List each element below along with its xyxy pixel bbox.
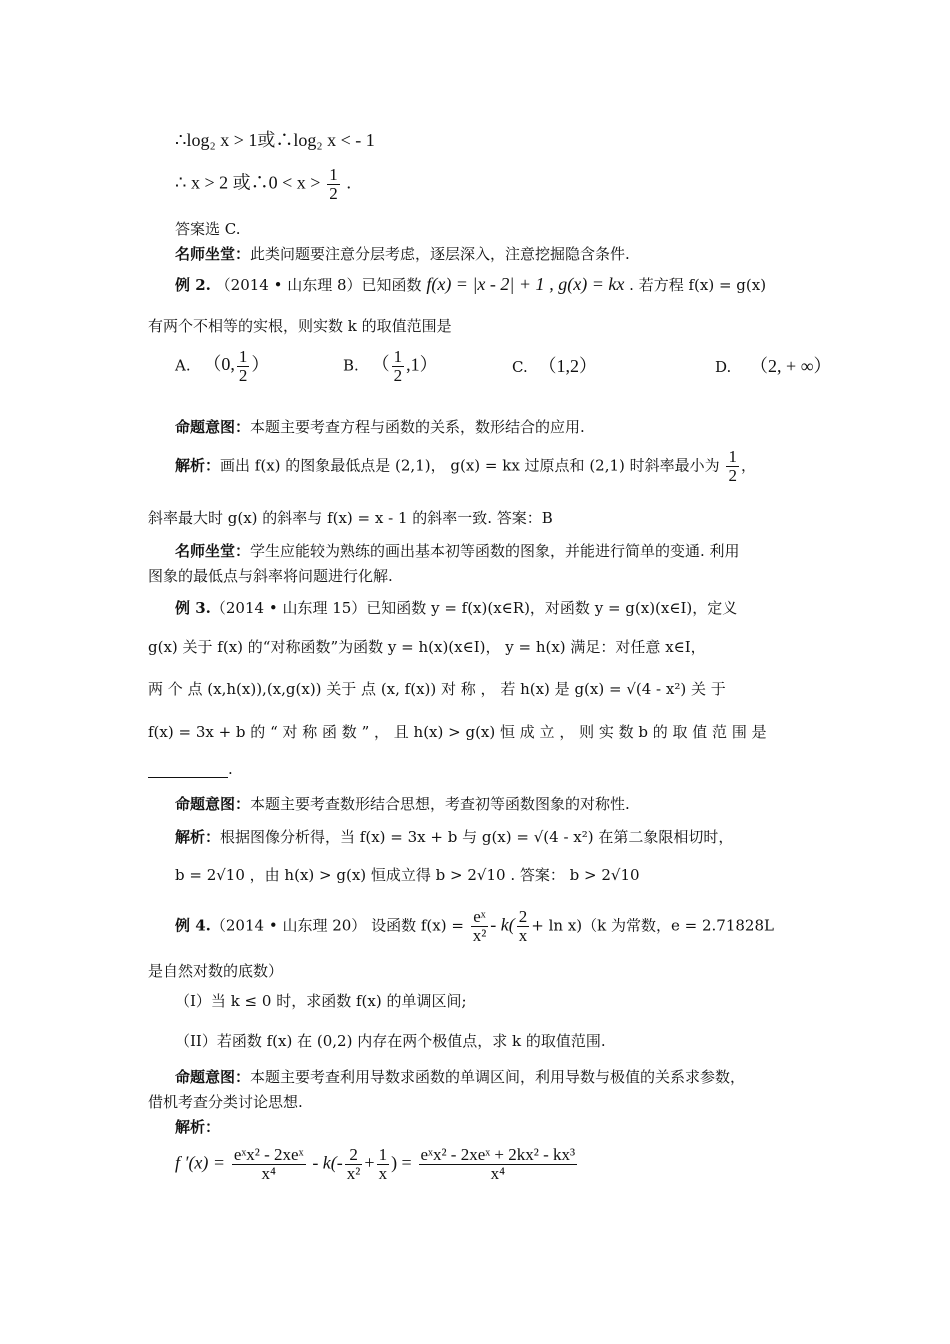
example-3-blank-line: . xyxy=(148,760,950,778)
example-2-heading: 例 2. （2014 • 山东理 8）已知函数 f(x) = |x - 2| + 1 , g(x) = kx . 若方程 f(x) = g(x) xyxy=(175,274,767,294)
option-c: C. （1,2） xyxy=(512,356,597,376)
example-2-tip-line2: 图象的最低点与斜率将问题进行化解. xyxy=(148,567,393,585)
example-2-line2: 有两个不相等的实根，则实数 k 的取值范围是 xyxy=(148,317,452,335)
example-4-part1: （I）当 k ≤ 0 时，求函数 f(x) 的单调区间; xyxy=(175,992,467,1010)
example-2-solution: 解析：画出 f(x) 的图象最低点是 (2,1)， g(x) = kx 过原点和 (2,1) 时斜率最小为 $\frac{1}{2}$ ， xyxy=(175,447,756,485)
example-3-line2: g(x) 关于 f(x) 的“对称函数”为函数 y = h(x)(x∈I)， y = h(x) 满足：对任意 x∈I， xyxy=(148,638,706,656)
option-d: D. （2, + ∞） xyxy=(715,356,832,376)
example-4-intent: 命题意图：本题主要考查利用导数求函数的单调区间，利用导数与极值的关系求参数， xyxy=(175,1068,746,1086)
example-4-heading: 例 4.（2014 • 山东理 20） 设函数 f(x) = $\frac{\text{eˣ}}{\text{x²}}$ - k( $\frac{2}{x}$ + ln x)（k 为常数，e = 2.71828L xyxy=(175,907,774,945)
option-b: B. （ $\frac{1}{2}$ ,1） xyxy=(343,347,438,385)
example-4-line2: 是自然对数的底数） xyxy=(148,962,284,980)
tip-text: 此类问题要注意分层考虑，逐层深入，注意挖掘隐含条件. xyxy=(250,245,630,263)
example-2-intent: 命题意图：本题主要考查方程与函数的关系，数形结合的应用. xyxy=(175,418,585,436)
example-3-line4: f(x) = 3x + b 的 “ 对 称 函 数 ” ， 且 h(x) > g(x) 恒 成 立 ， 则 实 数 b 的 取 值 范 围 是 xyxy=(148,723,767,741)
example-4-intent-line2: 借机考查分类讨论思想. xyxy=(148,1093,303,1111)
log-inequality-line: ∴log₂ x > 1或∴log₂ x < - 1 xyxy=(175,130,375,150)
example-3-line3: 两 个 点 (x,h(x)),(x,g(x)) 关于 点 (x, f(x)) 对 称 ， 若 h(x) 是 g(x) = √(4 - x²) 关 于 xyxy=(148,680,726,698)
g-definition: , g(x) = kx xyxy=(549,274,625,294)
tip-label: 名师坐堂： xyxy=(175,245,251,263)
option-a: A. （0, $\frac{1}{2}$ ） xyxy=(175,347,270,385)
example-4-solution-label: 解析： xyxy=(175,1118,221,1136)
example-2-tip: 名师坐堂：学生应能较为熟练的画出基本初等函数的图象，并能进行简单的变通. 利用 xyxy=(175,542,740,560)
answer-blank xyxy=(148,761,228,778)
answer-line: 答案选 C. xyxy=(175,220,241,238)
derivative-formula: f ′(x) = $\frac{\text{eˣx² - 2xeˣ}}{\text{x⁴}}$ - k(- $\frac{2}{\text{x²}}$ + $\frac{1}{x}$ ) = $\frac{\text{eˣx² - 2xeˣ + 2kx² - kx³}}{\text{x⁴}}$ xyxy=(175,1145,576,1183)
range-text: ∴ x > 2 或∴0 < x > xyxy=(175,172,321,193)
example-2-solution-line2: 斜率最大时 g(x) 的斜率与 f(x) = x - 1 的斜率一致. 答案：B xyxy=(148,509,553,527)
tip-line xyxy=(175,243,950,264)
solution-range-line: ∴ x > 2 或∴0 < x > $\frac{1}{2}$ . xyxy=(175,165,351,203)
example-2-label: 例 2. xyxy=(175,276,211,294)
f-definition: f(x) = |x - 2| + 1 xyxy=(426,274,545,294)
example-3-solution: 解析：根据图像分析得，当 f(x) = 3x + b 与 g(x) = √(4 - x²) 在第二象限相切时， xyxy=(175,828,734,846)
example-3-intent: 命题意图：本题主要考查数形结合思想，考查初等函数图象的对称性. xyxy=(175,795,630,813)
half-fraction: $\frac{1}{2}$ xyxy=(329,165,338,203)
example-4-part2: （II）若函数 f(x) 在 (0,2) 内存在两个极值点，求 k 的取值范围. xyxy=(175,1032,606,1050)
example-3-solution-line2: b = 2√10 ，由 h(x) > g(x) 恒成立得 b > 2√10 . 答案： b > 2√10 xyxy=(175,866,640,884)
example-3-heading: 例 3.（2014 • 山东理 15）已知函数 y = f(x)(x∈R)，对函数 y = g(x)(x∈I)，定义 xyxy=(175,599,738,617)
